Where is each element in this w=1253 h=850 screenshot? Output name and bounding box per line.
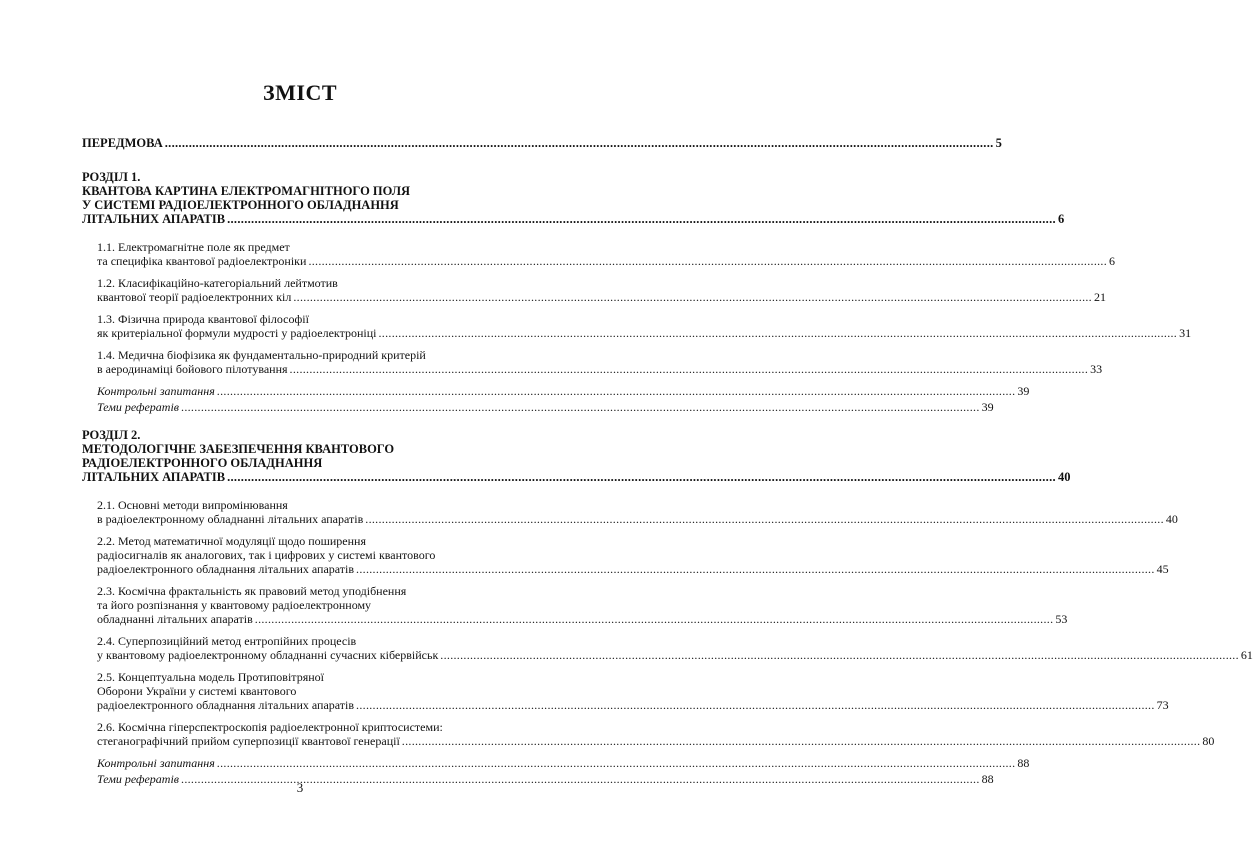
table-of-contents <box>82 136 1253 786</box>
entry-label: ПЕРЕДМОВА <box>82 136 163 150</box>
toc-entry-section-1-4[interactable] <box>97 348 1103 376</box>
dot-leader <box>365 512 1164 526</box>
entry-label: як критеріальної формули мудрості у радіоелектроніці <box>97 326 377 340</box>
dot-leader <box>227 212 1056 226</box>
toc-entry-section-1-1[interactable] <box>97 240 1116 268</box>
entry-label: радіоелектронного обладнання літальних апаратів <box>97 562 355 576</box>
dot-leader <box>181 400 980 414</box>
entry-label: в радіоелектронному обладнанні літальних апаратів <box>97 512 364 526</box>
page-number: 73 <box>1156 698 1169 712</box>
toc-entry-section-1-3[interactable] <box>97 312 1192 340</box>
entry-label: обладнанні літальних апаратів <box>97 612 253 626</box>
page-number: 39 <box>981 400 994 414</box>
toc-entry-section-1-2[interactable] <box>97 276 1106 304</box>
toc-entry-section-2-5[interactable] <box>97 670 1169 712</box>
dot-leader <box>308 254 1107 268</box>
dot-leader <box>293 290 1092 304</box>
dot-leader <box>379 326 1178 340</box>
section-title-line: Оборони України у системі квантового <box>97 684 297 698</box>
dot-leader <box>440 648 1239 662</box>
page-number: 5 <box>995 136 1002 150</box>
page-number: 6 <box>1057 212 1065 226</box>
page-number: 40 <box>1165 512 1178 526</box>
dot-leader <box>290 362 1089 376</box>
toc-entry-chapter-2[interactable] <box>82 428 1071 484</box>
page-number: 33 <box>1090 362 1103 376</box>
page-number: 61 <box>1240 648 1253 662</box>
chapter-heading-line: КВАНТОВА КАРТИНА ЕЛЕКТРОМАГНІТНОГО ПОЛЯ <box>82 184 411 198</box>
entry-label: Теми рефератів <box>97 772 180 786</box>
toc-title: ЗМІСТ <box>263 80 337 105</box>
page-number: 21 <box>1093 290 1106 304</box>
chapter-heading-line: РАДІОЕЛЕКТРОННОГО ОБЛАДНАННЯ <box>82 456 323 470</box>
page-number: 31 <box>1179 326 1192 340</box>
entry-label: стеганографічний прийом суперпозиції квантової генерації <box>97 734 400 748</box>
toc-entry-section-2-4[interactable] <box>97 634 1253 662</box>
toc-entry-section-2-3[interactable] <box>97 584 1068 626</box>
page-number: 53 <box>1055 612 1068 626</box>
chapter-heading-line: У СИСТЕМІ РАДІОЕЛЕКТРОННОГО ОБЛАДНАННЯ <box>82 198 399 212</box>
section-title-line: 1.4. Медична біофізика як фундаментально-природний критерій <box>97 348 426 362</box>
section-title-line: 1.2. Класифікаційно-категоріальний лейтмотив <box>97 276 338 290</box>
entry-label: ЛІТАЛЬНИХ АПАРАТІВ <box>82 212 226 226</box>
section-title-line: 2.3. Космічна фрактальність як правовий метод уподібнення <box>97 584 407 598</box>
dot-leader <box>227 470 1056 484</box>
toc-entry-section-2-6[interactable] <box>97 720 1215 748</box>
toc-entry-control-questions-1[interactable] <box>97 384 1030 398</box>
toc-entry-chapter-1[interactable] <box>82 170 1065 226</box>
entry-label: квантової теорії радіоелектронних кіл <box>97 290 292 304</box>
section-title-line: та його розпізнання у квантовому радіоелектронному <box>97 598 372 612</box>
toc-entry-preface[interactable] <box>82 136 1002 150</box>
dot-leader <box>217 384 1016 398</box>
section-title-line: 1.1. Електромагнітне поле як предмет <box>97 240 290 254</box>
entry-label: радіоелектронного обладнання літальних апаратів <box>97 698 355 712</box>
entry-label: ЛІТАЛЬНИХ АПАРАТІВ <box>82 470 226 484</box>
dot-leader <box>255 612 1054 626</box>
entry-label: Контрольні запитання <box>97 384 215 398</box>
entry-label: в аеродинаміці бойового пілотування <box>97 362 288 376</box>
section-title-line: 2.6. Космічна гіперспектроскопія радіоелектронної криптосистеми: <box>97 720 443 734</box>
entry-label: та специфіка квантової радіоелектроніки <box>97 254 307 268</box>
entry-label: Контрольні запитання <box>97 756 215 770</box>
chapter-heading-line: РОЗДІЛ 1. <box>82 170 141 184</box>
section-title-line: 1.3. Фізична природа квантової філософії <box>97 312 309 326</box>
page-number: 80 <box>1202 734 1215 748</box>
section-title-line: 2.5. Концептуальна модель Протиповітряної <box>97 670 324 684</box>
page-footer-number: 3 <box>296 780 304 795</box>
dot-leader <box>356 698 1155 712</box>
page-number: 88 <box>1017 756 1030 770</box>
chapter-heading-line: МЕТОДОЛОГІЧНЕ ЗАБЕЗПЕЧЕННЯ КВАНТОВОГО <box>82 442 395 456</box>
toc-entry-section-2-2[interactable] <box>97 534 1169 576</box>
entry-label: у квантовому радіоелектронному обладнанні сучасних кібервійськ <box>97 648 439 662</box>
page-number: 45 <box>1156 562 1169 576</box>
toc-entry-control-questions-2[interactable] <box>97 756 1030 770</box>
page-number: 40 <box>1057 470 1071 484</box>
section-title-line: 2.1. Основні методи випромінювання <box>97 498 288 512</box>
dot-leader <box>165 136 994 150</box>
section-title-line: 2.2. Метод математичної модуляції щодо поширення <box>97 534 366 548</box>
page-number: 88 <box>981 772 994 786</box>
dot-leader <box>356 562 1155 576</box>
entry-label: Теми рефератів <box>97 400 180 414</box>
section-title-line: радіосигналів як аналогових, так і цифрових у системі квантового <box>97 548 436 562</box>
dot-leader <box>217 756 1016 770</box>
toc-entry-essay-topics-1[interactable] <box>97 400 994 414</box>
section-title-line: 2.4. Суперпозиційний метод ентропійних процесів <box>97 634 357 648</box>
toc-entry-section-2-1[interactable] <box>97 498 1178 526</box>
page-number: 39 <box>1017 384 1030 398</box>
chapter-heading-line: РОЗДІЛ 2. <box>82 428 141 442</box>
dot-leader <box>402 734 1201 748</box>
page-number: 6 <box>1109 254 1116 268</box>
